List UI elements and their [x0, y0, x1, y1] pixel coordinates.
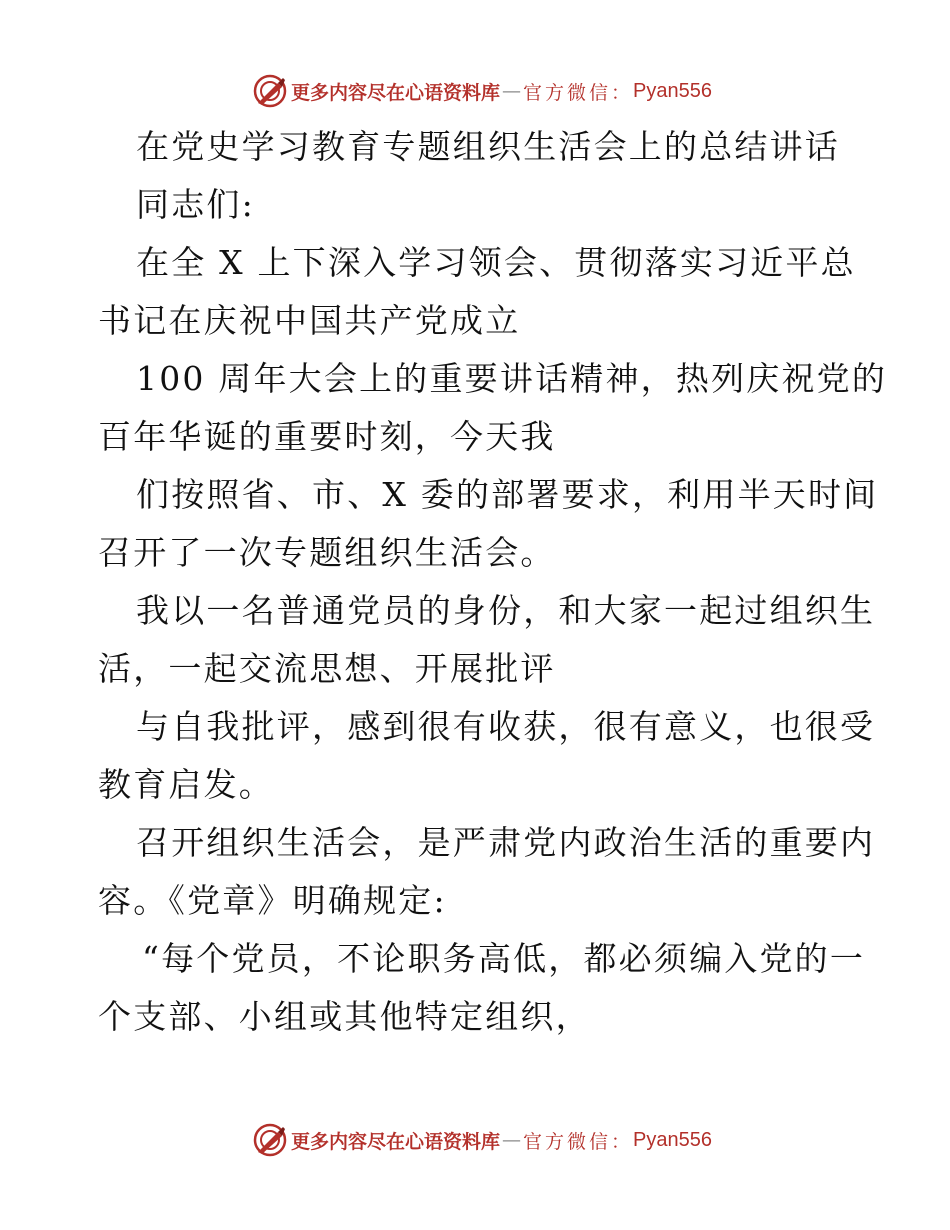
paragraph-line: 个支部、小组或其他特定组织，	[98, 997, 591, 1036]
paragraph-line: 百年华诞的重要时刻，今天我	[98, 417, 556, 456]
paragraph-line: 100 周年大会上的重要讲话精神，热列庆祝党的	[136, 359, 888, 398]
pen-logo-icon	[252, 1122, 288, 1158]
banner-text: 更多内容尽在心语资料库	[291, 1130, 501, 1153]
paragraph-line: 活，一起交流思想、开展批评	[98, 649, 556, 688]
paragraph-line: 们按照省、市、X 委的部署要求，利用半天时间	[136, 475, 879, 514]
banner-wechat-id: Pyan556	[633, 79, 712, 102]
paragraph-line: 教育启发。	[98, 765, 274, 804]
banner-wechat-label: 官方微信：	[523, 1130, 634, 1153]
pen-logo-icon	[252, 73, 288, 109]
document-body	[98, 118, 888, 1046]
banner-dash: —	[502, 80, 522, 102]
paragraph-line: 我以一名普通党员的身份，和大家一起过组织生	[136, 591, 876, 630]
paragraph-line: 与自我批评，感到很有收获，很有意义，也很受	[136, 707, 876, 746]
greeting: 同志们:	[136, 185, 255, 224]
banner-dash: —	[502, 1129, 522, 1151]
paragraph-line: 召开组织生活会，是严肃党内政治生活的重要内	[136, 823, 876, 862]
paragraph-line: 书记在庆祝中国共产党成立	[98, 301, 521, 340]
paragraph-line: 容。《党章》明确规定:	[98, 881, 447, 920]
footer-banner	[0, 1120, 950, 1160]
paragraph-line: 在全 X 上下深入学习领会、贯彻落实习近平总	[136, 243, 856, 282]
banner-text: 更多内容尽在心语资料库	[291, 81, 501, 104]
banner-wechat-id: Pyan556	[633, 1128, 712, 1151]
header-banner	[0, 71, 950, 111]
banner-wechat-label: 官方微信：	[523, 81, 634, 104]
banner-content	[252, 73, 712, 109]
paragraph-line: “每个党员，不论职务高低，都必须编入党的一	[142, 939, 866, 978]
paragraph-line: 召开了一次专题组织生活会。	[98, 533, 556, 572]
banner-content	[252, 1122, 712, 1158]
document-title: 在党史学习教育专题组织生活会上的总结讲话	[136, 127, 840, 166]
